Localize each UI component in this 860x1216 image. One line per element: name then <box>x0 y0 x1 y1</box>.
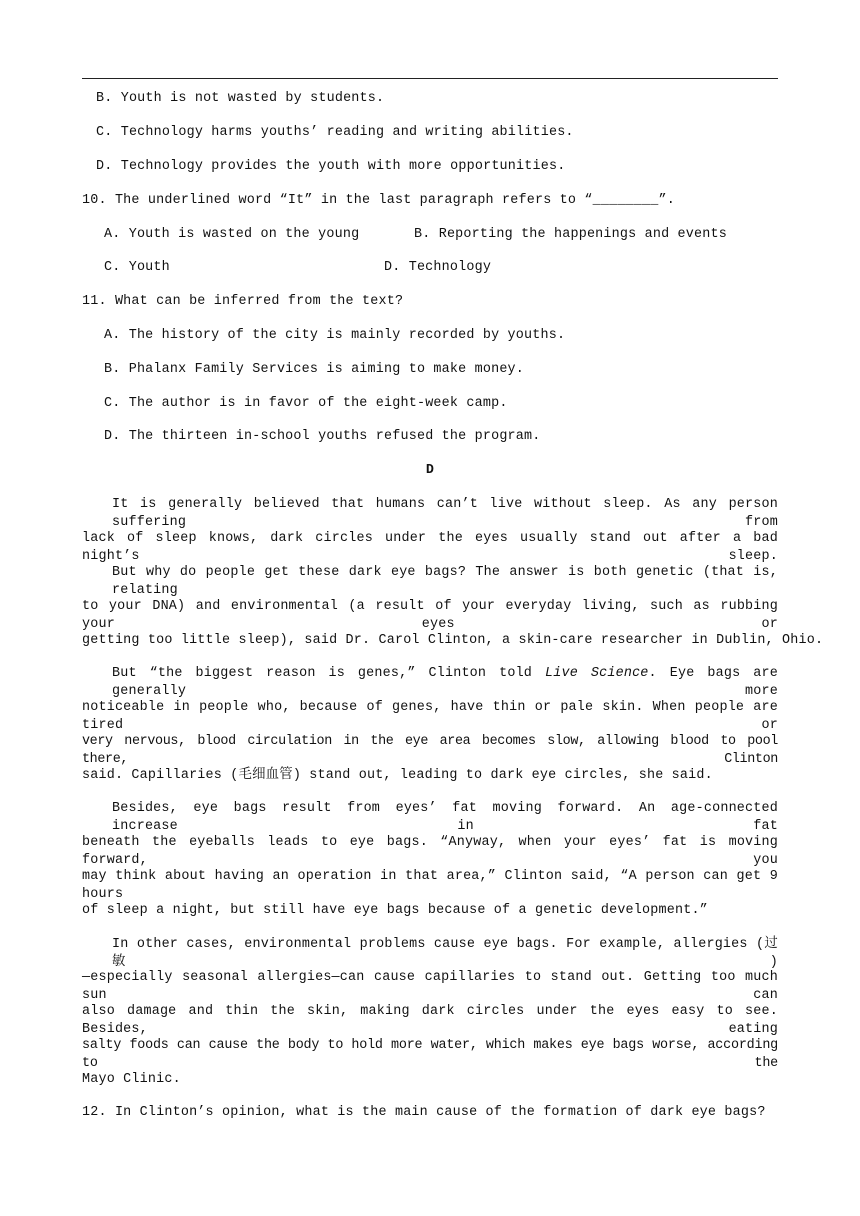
passage-line: lack of sleep knows, dark circles under the eyes usually stand out after a bad night’s sleep. <box>82 531 778 564</box>
q9-option-d: D. Technology provides the youth with more opportunities. <box>96 159 566 174</box>
passage-line: Besides, eye bags result from eyes’ fat moving forward. An age-connected increase in fat <box>112 801 778 834</box>
passage-text: But “the biggest reason is genes,” Clinton told <box>112 666 545 681</box>
source-title: Live Science <box>545 666 649 681</box>
passage-text: . Eye bags are generally more <box>112 666 778 699</box>
q10-option-d: D. Technology <box>384 260 492 275</box>
passage-line: noticeable in people who, because of genes, have thin or pale skin. When people are tired or <box>82 700 778 733</box>
q11-stem: 11. What can be inferred from the text? <box>82 294 404 309</box>
q11-option-b: B. Phalanx Family Services is aiming to make money. <box>104 362 525 377</box>
q12-stem: 12. In Clinton’s opinion, what is the main cause of the formation of dark eye bags? <box>82 1105 766 1120</box>
passage-line: of sleep a night, but still have eye bags because of a genetic development.” <box>82 903 708 918</box>
passage-line: very nervous, blood circulation in the eye area becomes slow, allowing blood to pool there, Clinton <box>82 734 778 767</box>
passage-line: may think about having an operation in that area,” Clinton said, “A person can get 9 hours <box>82 869 778 902</box>
passage-line: beneath the eyeballs leads to eye bags. “Anyway, when your eyes’ fat is moving forward, you <box>82 835 778 868</box>
q10-option-b: B. Reporting the happenings and events <box>414 227 727 242</box>
section-title: D <box>425 463 435 478</box>
passage-line: said. Capillaries (毛细血管) stand out, leading to dark eye circles, she said. <box>82 768 713 783</box>
q11-option-d: D. The thirteen in-school youths refused the program. <box>104 429 541 444</box>
passage-line: also damage and thin the skin, making dark circles under the eyes easy to see. Besides, eating <box>82 1004 778 1037</box>
q10-option-c: C. Youth <box>104 260 170 275</box>
q9-option-c: C. Technology harms youths’ reading and writing abilities. <box>96 125 574 140</box>
header-rule <box>82 78 778 79</box>
passage-line: Mayo Clinic. <box>82 1072 181 1087</box>
passage-line: In other cases, environmental problems cause eye bags. For example, allergies (过敏) <box>112 937 778 970</box>
passage-line-with-citation <box>112 665 778 701</box>
passage-line: —especially seasonal allergies—can cause capillaries to stand out. Getting too much sun can <box>82 970 778 1003</box>
passage-line: It is generally believed that humans can’t live without sleep. As any person suffering from <box>112 497 778 530</box>
passage-line: But why do people get these dark eye bags? The answer is both genetic (that is, relating <box>112 565 778 598</box>
q10-stem: 10. The underlined word “It” in the last paragraph refers to “________”. <box>82 193 675 208</box>
passage-line: salty foods can cause the body to hold more water, which makes eye bags worse, according to the <box>82 1038 778 1071</box>
q10-option-a: A. Youth is wasted on the young <box>104 227 360 242</box>
q11-option-c: C. The author is in favor of the eight-week camp. <box>104 396 508 411</box>
passage-line: getting too little sleep), said Dr. Carol Clinton, a skin-care researcher in Dublin, Ohio. <box>82 633 824 648</box>
passage-line: to your DNA) and environmental (a result of your everyday living, such as rubbing your eyes or <box>82 599 778 632</box>
q11-option-a: A. The history of the city is mainly recorded by youths. <box>104 328 566 343</box>
q9-option-b: B. Youth is not wasted by students. <box>96 91 385 106</box>
